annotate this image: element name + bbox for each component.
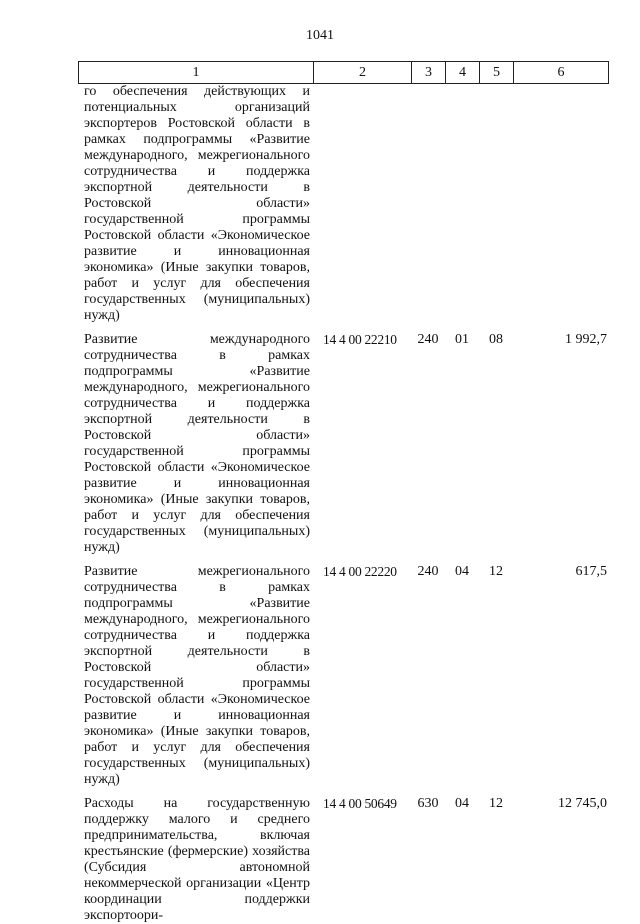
header-col-5: 5: [479, 62, 513, 83]
row-subsection: 12: [489, 796, 503, 811]
row-description: Развитие межрегионального сотрудничества в рамках подпрограммы «Развитие международного, межрегионального сотрудничества и поддержка экспортной деятельности в Ростовской области» государственной программы Ростовской области «Экономическое развитие и инновационная экономика» (Иные закупки товаров, работ и услуг для обеспечения государственных (муниципальных) нужд): [84, 564, 310, 787]
header-col-1: 1: [78, 62, 313, 83]
table-row: [78, 84, 609, 324]
row-subsection: [479, 84, 513, 324]
row-amount: [513, 84, 609, 324]
row-target-code: [313, 84, 411, 324]
row-amount: 1 992,7: [565, 332, 607, 347]
row-section: 04: [455, 564, 469, 579]
table-header: [78, 61, 609, 84]
row-expense-type: 240: [417, 564, 439, 579]
row-expense-type: 240: [417, 332, 439, 347]
row-expense-type: 630: [417, 796, 439, 811]
row-amount: 617,5: [575, 564, 607, 579]
budget-table: [78, 61, 609, 924]
table-row: [78, 332, 609, 556]
page-number: 1041: [306, 28, 334, 43]
header-col-6: 6: [513, 62, 609, 83]
table-row: [78, 564, 609, 788]
row-amount: 12 745,0: [558, 796, 607, 811]
row-section: 04: [455, 796, 469, 811]
row-target-code: 14 4 00 22220: [323, 564, 397, 579]
row-subsection: 12: [489, 564, 503, 579]
header-col-2: 2: [313, 62, 411, 83]
row-section: [445, 84, 479, 324]
row-description: Развитие международного сотрудничества в рамках подпрограммы «Развитие международного, межрегионального сотрудничества и поддержка экспортной деятельности в Ростовской области» государственной программы Ростовской области «Экономическое развитие и инновационная экономика» (Иные закупки товаров, работ и услуг для обеспечения государственных (муниципальных) нужд): [84, 332, 310, 555]
row-description: го обеспечения действующих и потенциальных организаций экспортеров Ростовской области в рамках подпрограммы «Развитие международного, межрегионального сотрудничества и поддержка экспортной деятельности в Ростовской области» государственной программы Ростовской области «Экономическое развитие и инновационная экономика» (Иные закупки товаров, работ и услуг для обеспечения государственных (муниципальных) нужд): [84, 84, 310, 323]
row-target-code: 14 4 00 22210: [323, 332, 397, 347]
row-target-code: 14 4 00 50649: [323, 796, 397, 811]
row-expense-type: [411, 84, 445, 324]
header-col-4: 4: [445, 62, 479, 83]
row-subsection: 08: [489, 332, 503, 347]
row-description: Расходы на государственную поддержку малого и среднего предпринимательства, включая крестьянские (фермерские) хозяйства (Субсидия автономной некоммерческой организации «Центр координации поддержки экспортоори-: [84, 796, 310, 923]
header-col-3: 3: [411, 62, 445, 83]
row-section: 01: [455, 332, 469, 347]
